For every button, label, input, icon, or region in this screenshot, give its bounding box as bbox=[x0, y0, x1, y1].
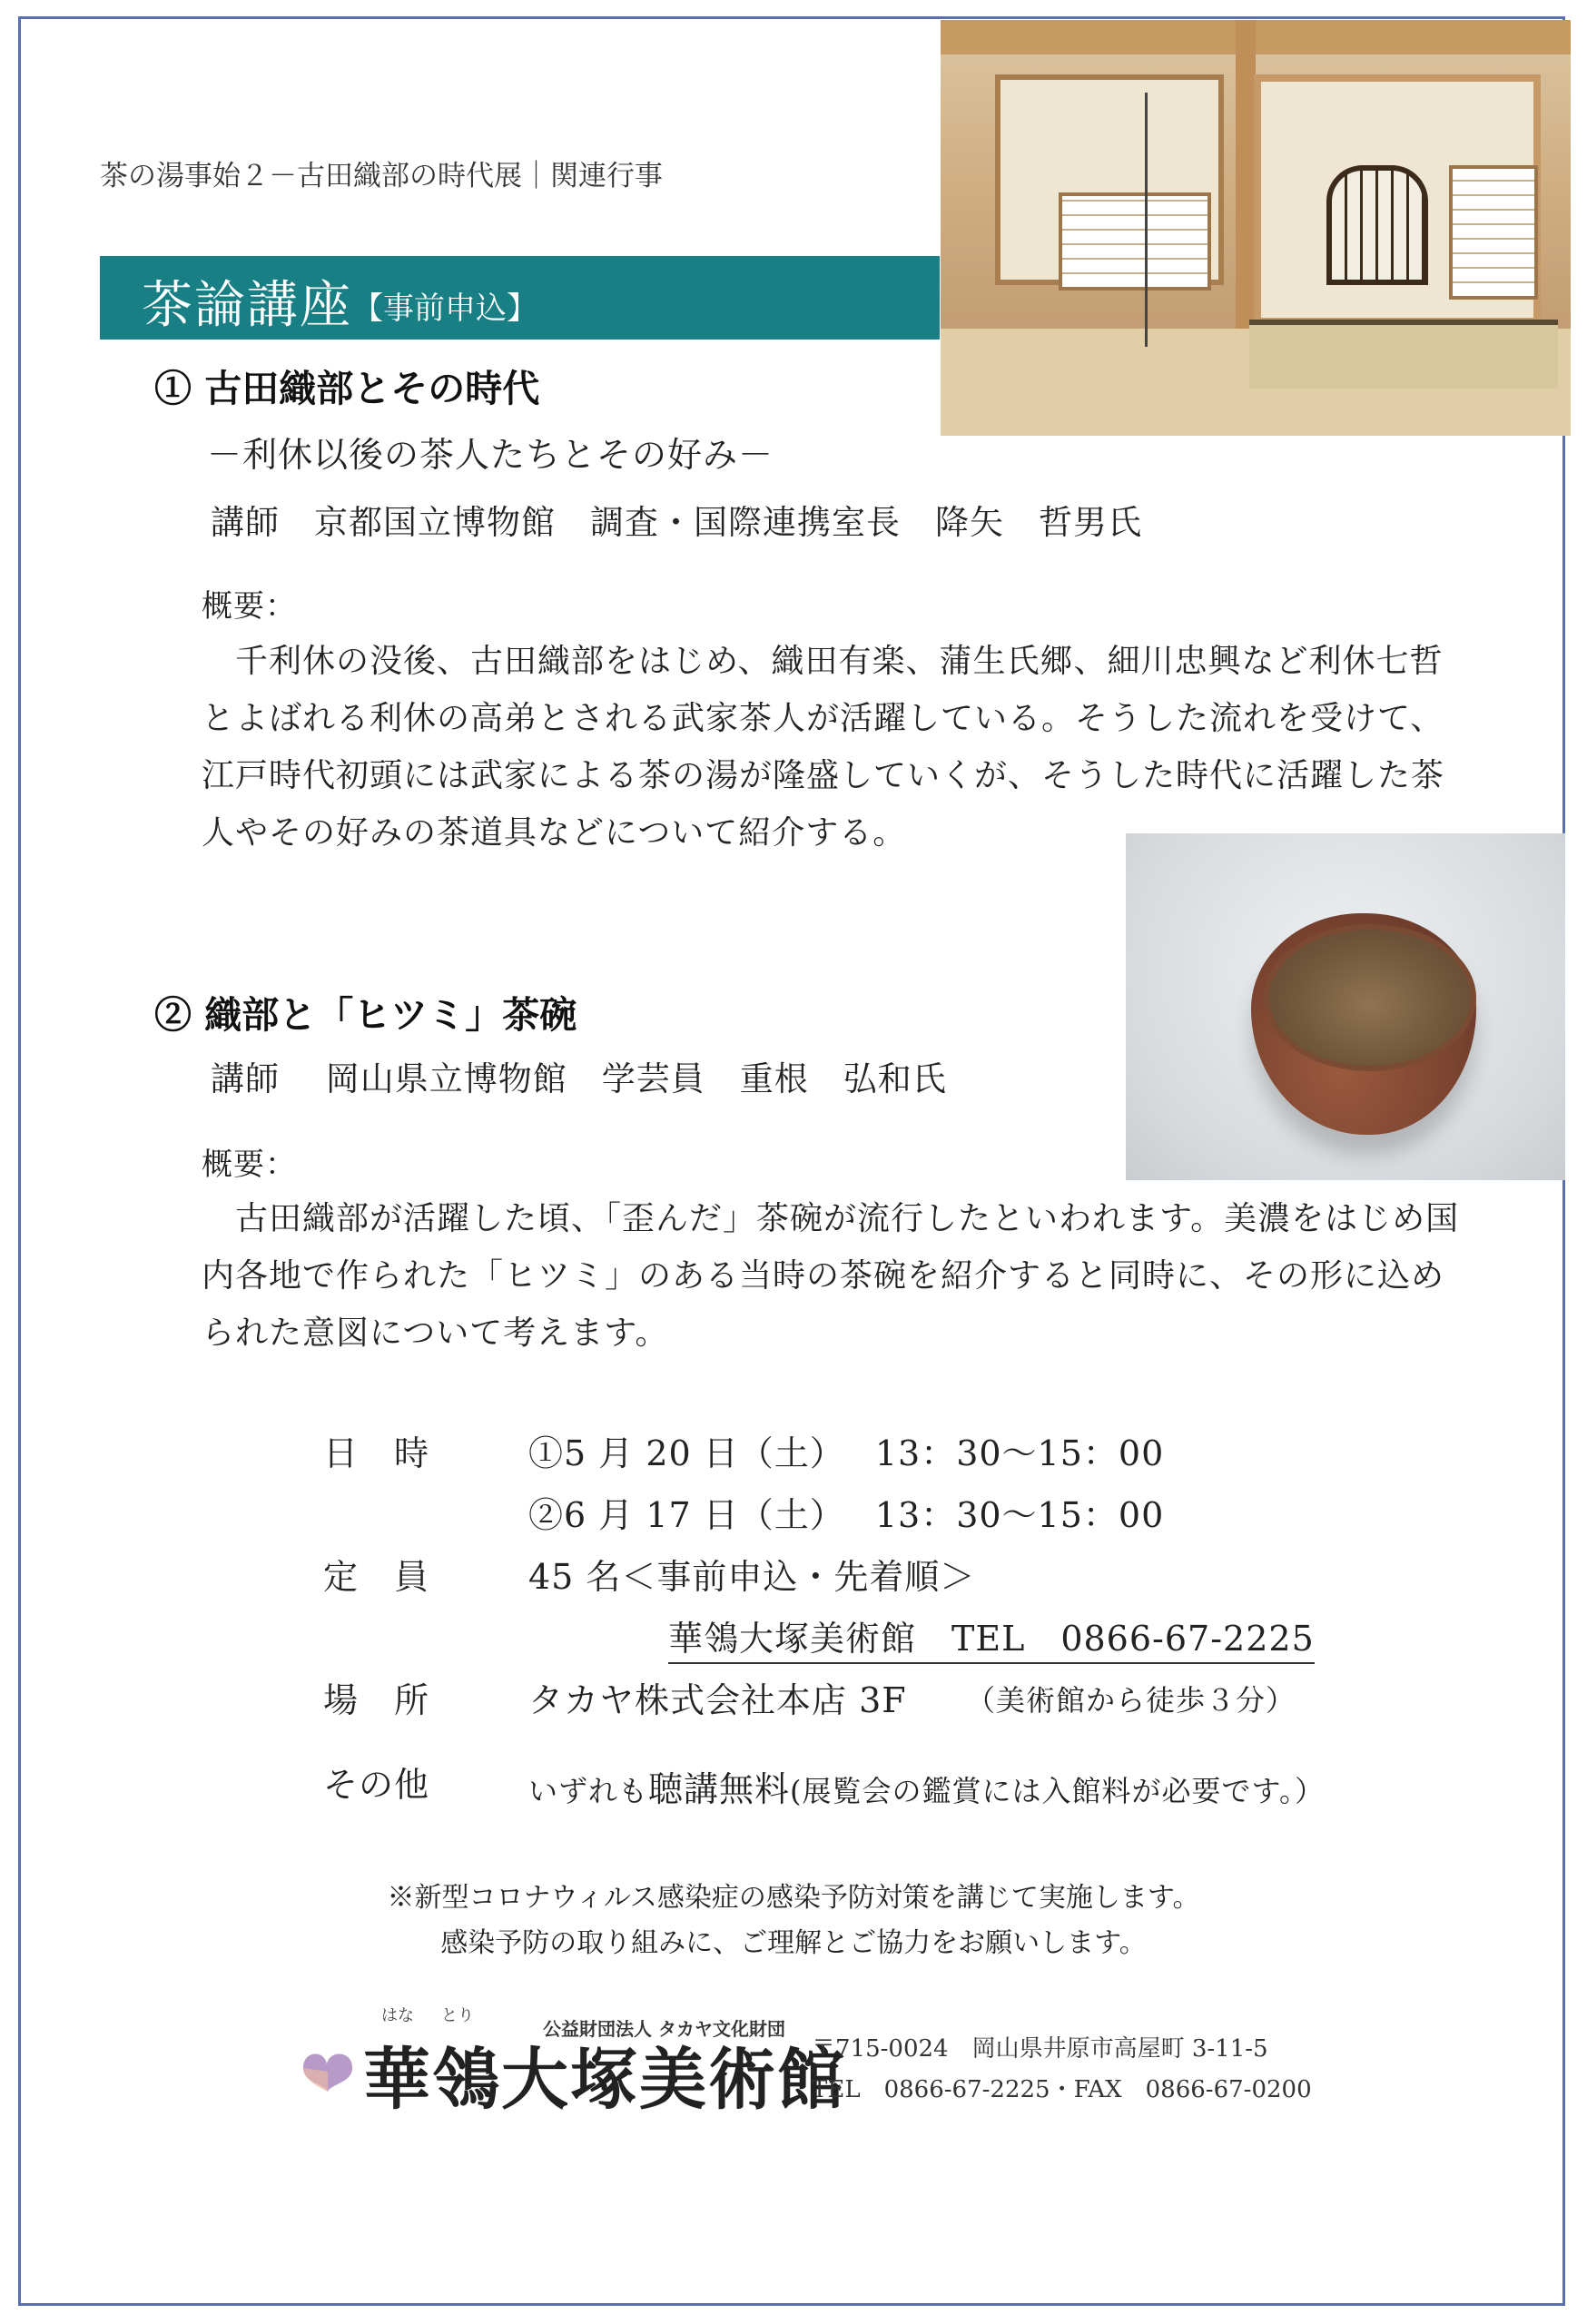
lecture2-number: ② bbox=[154, 993, 192, 1037]
lecture1-speaker: 講師 京都国立博物館 調査・国際連携室長 降矢 哲男氏 bbox=[211, 503, 1142, 542]
lecture1-summary-label: 概要： bbox=[202, 588, 297, 625]
lecture1-heading bbox=[154, 359, 539, 412]
date-2: ②6 月 17 日（土） 13：30～15：00 bbox=[528, 1495, 1165, 1535]
lecture1-number: ① bbox=[154, 367, 192, 410]
notice-line2: 感染予防の取り組みに、ご理解とご協力をお願いします。 bbox=[440, 1927, 1147, 1959]
phone-fax: TEL 0866-67-2225・FAX 0866-67-0200 bbox=[812, 2076, 1312, 2103]
other-value bbox=[528, 1761, 1325, 1811]
logo-ruby-tori: とり bbox=[441, 2006, 474, 2025]
other-note: (展覧会の鑑賞には入館料が必要です。） bbox=[790, 1774, 1325, 1808]
banner-tag: 【事前申込】 bbox=[352, 290, 537, 327]
museum-logo-icon bbox=[300, 2037, 356, 2093]
lecture2-speaker: 講師 岡山県立博物館 学芸員 重根 弘和氏 bbox=[211, 1059, 947, 1098]
capacity-value: 45 名＜事前申込・先着順＞ bbox=[528, 1557, 976, 1597]
reservation-contact: 華鴒大塚美術館 TEL 0866-67-2225 bbox=[668, 1610, 1315, 1664]
other-label: その他 bbox=[323, 1765, 430, 1805]
free-admission: 聴講無料 bbox=[648, 1769, 791, 1809]
banner-title: 茶論講座 bbox=[142, 276, 352, 335]
tea-bowl-photo bbox=[1126, 833, 1565, 1180]
lecture1-subtitle: －利休以後の茶人たちとその好み－ bbox=[207, 435, 774, 475]
lecture2-summary-line: 古田織部が活躍した頃、「歪んだ」茶碗が流行したといわれます。美濃をはじめ国 bbox=[202, 1200, 1460, 1237]
foundation-name: 公益財団法人 タカヤ文化財団 bbox=[543, 2018, 785, 2040]
other-prefix: いずれも bbox=[528, 1774, 649, 1808]
logo-ruby-hana: はな bbox=[381, 2006, 414, 2025]
lecture1-summary-line: 千利休の没後、古田織部をはじめ、織田有楽、蒲生氏郷、細川忠興など利休七哲 bbox=[202, 643, 1444, 680]
lecture1-summary-line: 江戸時代初頭には武家による茶の湯が隆盛していくが、そうした時代に活躍した茶 bbox=[202, 757, 1445, 794]
lecture2-heading bbox=[154, 985, 577, 1039]
lecture1-summary-line: とよばれる利休の高弟とされる武家茶人が活躍している。そうした流れを受けて、 bbox=[202, 700, 1444, 737]
lecture2-summary-line: 内各地で作られた「ヒツミ」のある当時の茶碗を紹介すると同時に、その形に込め bbox=[202, 1257, 1445, 1295]
date-label: 日 時 bbox=[323, 1433, 430, 1473]
tea-room-photo bbox=[941, 20, 1571, 436]
lecture2-title: 織部と「ヒツミ」茶碗 bbox=[204, 993, 577, 1037]
lecture1-summary-line: 人やその好みの茶道具などについて紹介する。 bbox=[202, 814, 907, 852]
place-note: （美術館から徒歩３分） bbox=[966, 1683, 1296, 1718]
date-1: ①5 月 20 日（土） 13：30～15：00 bbox=[528, 1433, 1165, 1473]
lecture2-summary-line: られた意図について考えます。 bbox=[202, 1315, 669, 1352]
museum-name: 華鴒大塚美術館 bbox=[363, 2041, 846, 2119]
lecture1-title: 古田織部とその時代 bbox=[204, 367, 540, 410]
section-banner bbox=[100, 256, 940, 340]
notice-line1: ※新型コロナウィルス感染症の感染予防対策を講じて実施します。 bbox=[387, 1882, 1200, 1914]
address: 〒715-0024 岡山県井原市高屋町 3-11-5 bbox=[812, 2035, 1268, 2063]
place-value: タカヤ株式会社本店 3F bbox=[528, 1680, 907, 1720]
place-label: 場 所 bbox=[323, 1680, 430, 1720]
lecture2-summary-label: 概要： bbox=[202, 1147, 297, 1183]
capacity-label: 定 員 bbox=[323, 1557, 430, 1597]
exhibition-subtitle: 茶の湯事始２－古田織部の時代展｜関連行事 bbox=[100, 160, 663, 192]
